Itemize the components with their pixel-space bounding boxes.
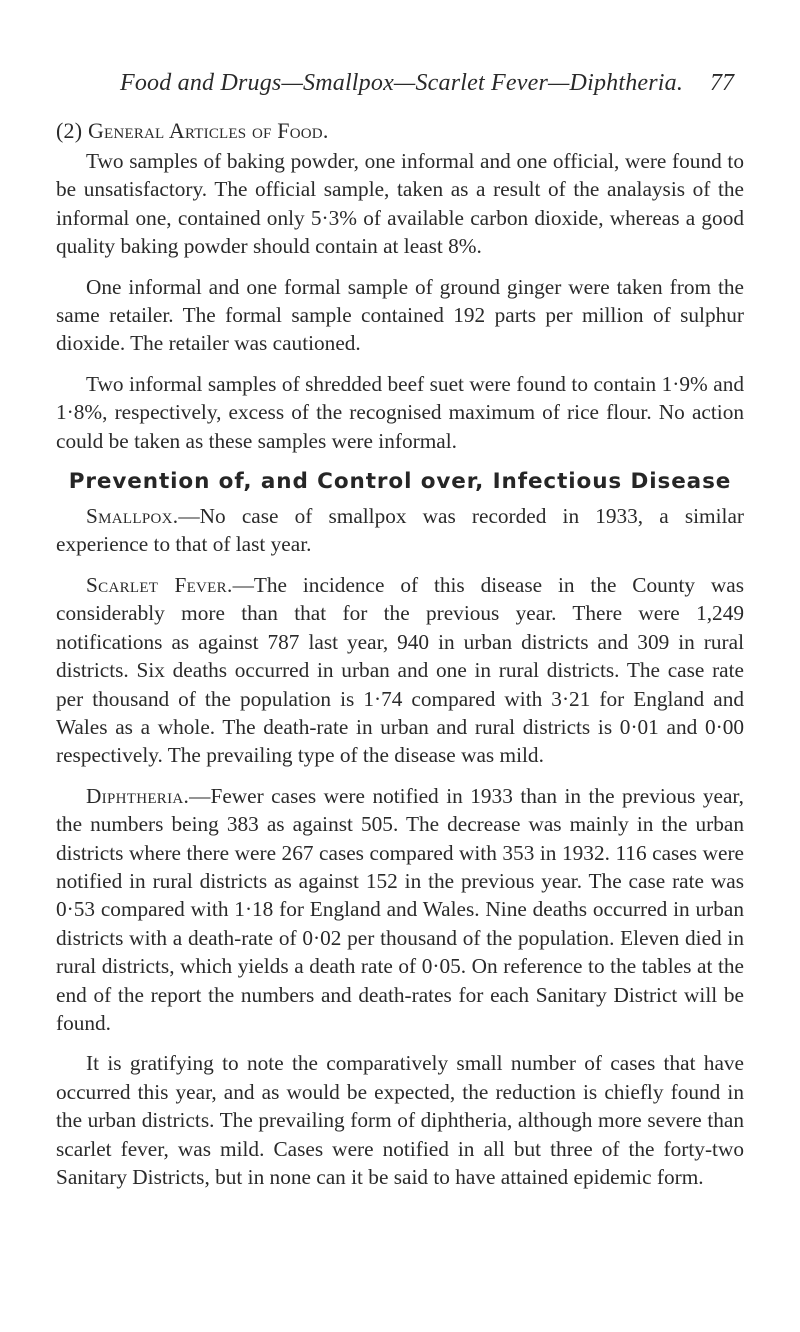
paragraph-baking-powder: Two samples of baking powder, one informal and one official, were found to be unsatisfactory. The official sample, taken as a result of the analaysis of the informal one, contained only 5·3% of available carbon dioxide, whereas a good quality baking powder should contain at least 8%.	[56, 149, 744, 259]
scarlet-fever-lead: Scarlet Fever.	[86, 572, 233, 597]
scarlet-fever-text: —The incidence of this disease in the County was considerably more than that for the previous year. There were 1,249 notifications as against 787 last year, 940 in urban districts and 309 in rural districts. Six deaths occurred in urban and one in rural districts. The case rate per thousand of the population is 1·74 compared with 3·21 for England and Wales as a whole. The death-rate in urban and rural districts is 0·01 and 0·00 respectively. The prevailing type of the disease was mild.	[56, 572, 745, 768]
paragraph-scarlet-fever	[56, 571, 744, 770]
smallpox-lead: Smallpox.	[86, 504, 179, 529]
running-header	[120, 70, 740, 104]
smallpox-text: —No case of smallpox was recorded in 1933, a similar experience to that of last year.	[56, 504, 744, 557]
diphtheria-lead: Diphtheria.	[86, 783, 190, 808]
paragraph-smallpox	[56, 502, 744, 559]
paragraph-beef-suet: Two informal samples of shredded beef suet were found to contain 1·9% and 1·8%, respectively, excess of the recognised maximum of rice flour. No action could be taken as these samples were informal.	[56, 371, 744, 453]
infectious-disease-heading: Prevention of, and Control over, Infectious Disease	[68, 469, 732, 495]
section-title: General Articles of Food.	[87, 118, 329, 143]
section-heading	[56, 116, 744, 145]
paragraph-diphtheria	[56, 782, 744, 1038]
section-number: (2)	[56, 118, 83, 143]
paragraph-ground-ginger: One informal and one formal sample of ground ginger were taken from the same retailer. The formal sample contained 192 parts per million of sulphur dioxide. The retailer was cautioned.	[56, 274, 744, 356]
body-text	[56, 116, 744, 1203]
diphtheria-text: —Fewer cases were notified in 1933 than in the previous year, the numbers being 383 as against 505. The decrease was mainly in the urban districts where there were 267 cases compared with 353 in 1932. 116 cases were notified in rural districts as against 152 in the previous year. The case rate was 0·53 compared with 1·18 for England and Wales. Nine deaths occurred in urban districts with a death-rate of 0·02 per thousand of the population. Eleven died in rural districts, which yields a death rate of 0·05. On reference to the tables at the end of the report the numbers and death-rates for each Sanitary District will be found.	[56, 783, 744, 1035]
paragraph-closing: It is gratifying to note the comparatively small number of cases that have occurred this year, and as would be expected, the reduction is chiefly found in the urban districts. The prevailing form of diphtheria, although more severe than scarlet fever, was mild. Cases were notified in all but three of the forty-two Sanitary Districts, but in none can it be said to have attained epidemic form.	[56, 1051, 744, 1189]
running-title: Food and Drugs—Smallpox—Scarlet Fever—Diphtheria.	[120, 70, 684, 96]
page-number: 77	[710, 70, 734, 96]
